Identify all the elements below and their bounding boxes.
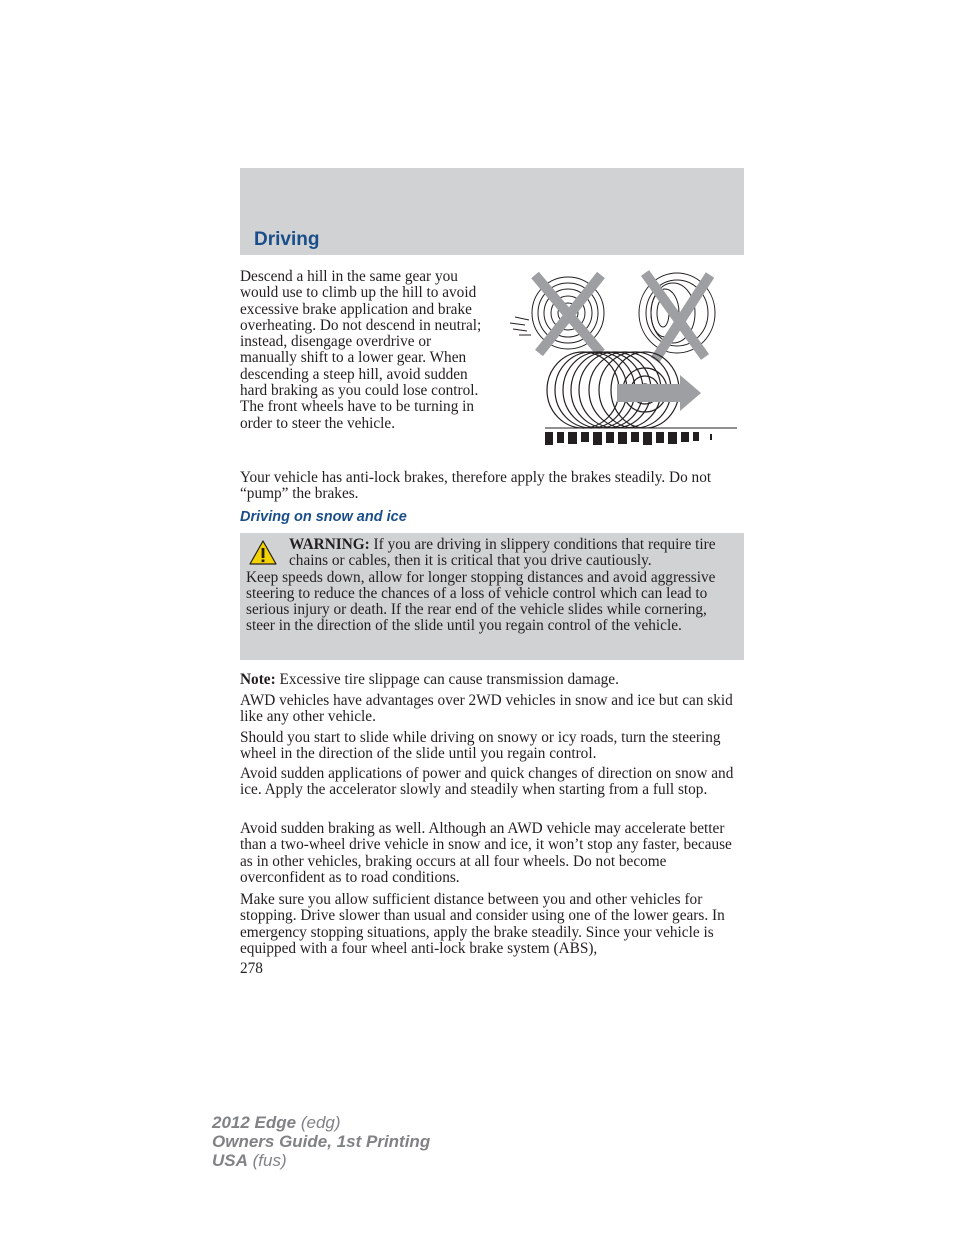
- footer-market-code: (fus): [247, 1151, 287, 1170]
- footer-market: USA: [212, 1151, 248, 1170]
- warning-text: [246, 537, 736, 635]
- warning-box: [240, 533, 744, 660]
- paragraph-awd: AWD vehicles have advantages over 2WD vehicles in snow and ice but can skid like any other vehicle.: [240, 692, 733, 726]
- warning-text-first: If you are driving in slippery conditions that require tire chains or cables, then it is critical that you drive cautiously.: [289, 536, 716, 570]
- paragraph-power: Avoid sudden applications of power and quick changes of direction on snow and ice. Apply the accelerator slowly and steadily when starting from a full stop.: [240, 765, 734, 799]
- wheel-illustration: [505, 265, 743, 450]
- subheading: Driving on snow and ice: [240, 509, 407, 525]
- note-text: Excessive tire slippage can cause transmission damage.: [275, 671, 619, 688]
- section-header-band: [240, 168, 744, 255]
- footer-guide: Owners Guide, 1st Printing: [212, 1132, 431, 1151]
- footer: [212, 1113, 430, 1170]
- footer-model-line: [212, 1113, 430, 1132]
- abs-paragraph: Your vehicle has anti-lock brakes, therefore apply the brakes steadily. Do not “pump” the brakes.: [240, 469, 712, 503]
- note-paragraph: [240, 672, 746, 688]
- note-label: Note:: [240, 671, 276, 688]
- footer-model-code: (edg): [296, 1113, 341, 1132]
- section-title: Driving: [254, 229, 320, 250]
- footer-model: 2012 Edge: [212, 1113, 297, 1132]
- paragraph-slide: Should you start to slide while driving on snowy or icy roads, turn the steering wheel in the direction of the slide until you regain control.: [240, 729, 721, 763]
- warning-text-rest: Keep speeds down, allow for longer stopping distances and avoid aggressive steering to reduce the chances of a loss of vehicle control which can lead to serious injury or death. If the rear end of the vehicle slides while cornering, steer in the direction of the slide until you regain control of the vehicle.: [246, 568, 716, 635]
- intro-paragraph: Descend a hill in the same gear you would use to climb up the hill to avoid excessive brake application and brake overheating. Do not descend in neutral; instead, disengage overdrive or manually shift to a lower gear. When descending a steep hill, avoid sudden hard braking as you could lose control. The front wheels have to be turning in order to steer the vehicle.: [240, 268, 482, 432]
- warning-first-line: [246, 537, 736, 570]
- warning-label: WARNING:: [289, 536, 370, 553]
- footer-market-line: [212, 1151, 430, 1170]
- paragraph-braking: Avoid sudden braking as well. Although an AWD vehicle may accelerate better than a two-wheel drive vehicle in snow and ice, it won’t stop any faster, because as in other vehicles, braking occurs at all four wheels. Do not become overconfident as to road conditions.: [240, 820, 732, 886]
- page-number: 278: [240, 960, 263, 977]
- paragraph-distance: Make sure you allow sufficient distance between you and other vehicles for stopping. Drive slower than usual and consider using one of the lower gears. In emergency stopping situations, apply the brake steadily. Since your vehicle is equipped with a four wheel anti-lock brake system (ABS),: [240, 891, 725, 957]
